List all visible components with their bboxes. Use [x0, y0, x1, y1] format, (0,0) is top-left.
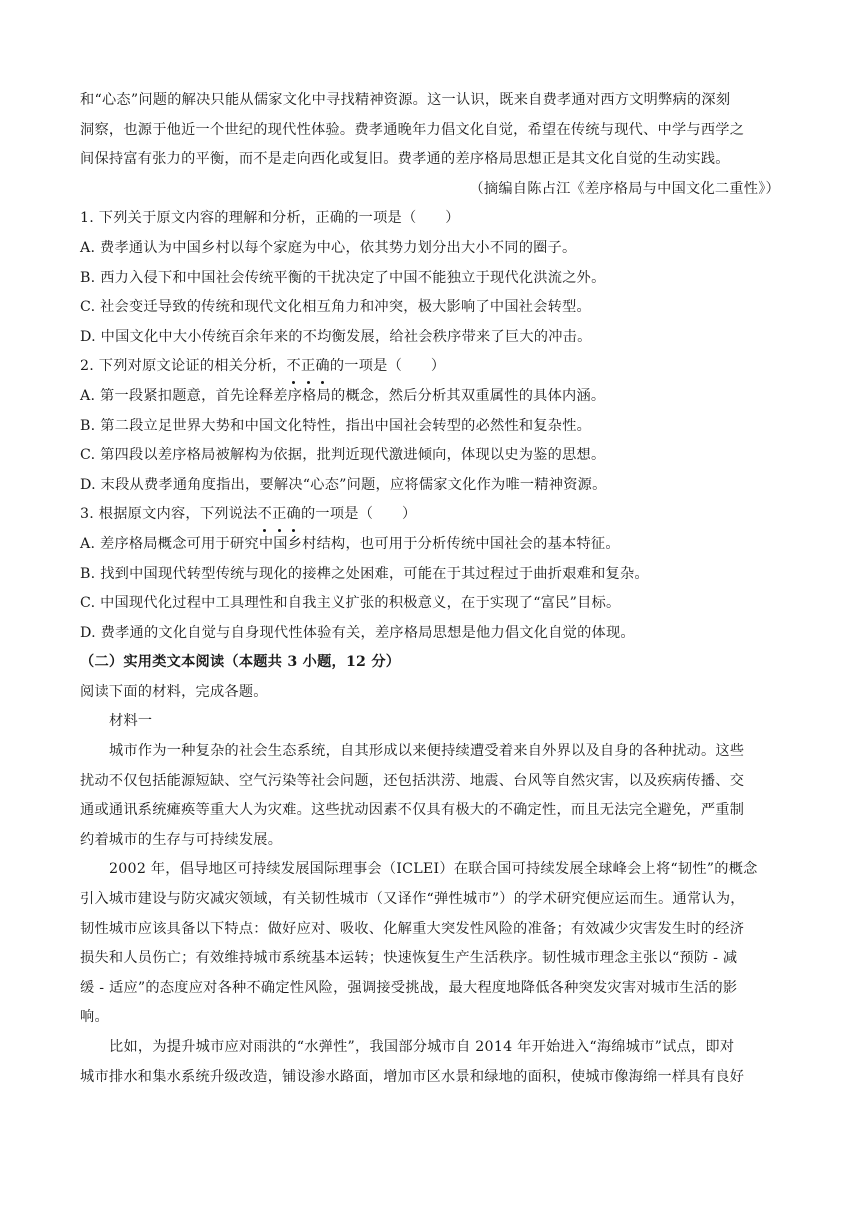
emphasis-char: 不 [287, 352, 301, 382]
instruction: 阅读下面的材料，完成各题。 [80, 683, 268, 700]
question-1 [80, 204, 780, 352]
paragraph-line: 扰动不仅包括能源短缺、空气污染等社会问题，还包括洪涝、地震、台风等自然灾害，以及疾病传播、交 [80, 772, 745, 789]
option-d: D. 末段从费孝通角度指出，要解决“心态”问题，应将儒家文化作为唯一精神资源。 [80, 476, 607, 493]
paragraph-line: 城市作为一种复杂的社会生态系统，自其形成以来便持续遭受着来自外界以及自身的各种扰动。这些 [109, 743, 745, 760]
option-b: B. 西力入侵下和中国社会传统平衡的干扰决定了中国不能独立于现代化洪流之外。 [80, 269, 606, 286]
question-stem: 1. 下列关于原文内容的理解和分析，正确的一项是（ ） [80, 210, 460, 227]
paragraph-line: 比如，为提升城市应对雨洪的“水弹性”，我国部分城市自 2014 年开始进入“海绵城市”试点，即对 [109, 1039, 735, 1055]
passage-line: 和“心态”问题的解决只能从儒家文化中寻找精神资源。这一认识，既来自费孝通对西方文明弊病的深刻 [80, 92, 731, 108]
question-3 [80, 500, 780, 648]
option-c: C. 社会变迁导致的传统和现代文化相互角力和冲突，极大影响了中国社会转型。 [80, 299, 591, 316]
paragraph-line: 韧性城市应该具备以下特点：做好应对、吸收、化解重大突发性风险的准备；有效减少灾害发生时的经济 [80, 920, 745, 937]
option-a: A. 差序格局概念可用于研究中国乡村结构，也可用于分析传统中国社会的基本特征。 [80, 535, 620, 552]
emphasis-char: 确 [287, 500, 301, 530]
paragraph-line: 城市排水和集水系统升级改造，铺设渗水路面，增加市区水景和绿地的面积，使城市像海绵一样具有良好 [80, 1068, 745, 1085]
emphasis-char: 不 [258, 500, 272, 530]
option-c: C. 第四段以差序格局被解构为依据，批判近现代激进倾向，体现以史为鉴的思想。 [80, 447, 606, 464]
section-heading: （二）实用类文本阅读（本题共 3 小题，12 分） [80, 654, 401, 671]
material-title: 材料一 [109, 713, 153, 730]
question-stem [80, 352, 780, 382]
paragraph-1 [80, 737, 780, 855]
emphasis-char: 确 [315, 352, 329, 382]
option-d: D. 中国文化中大小传统百余年来的不均衡发展，给社会秩序带来了巨大的冲击。 [80, 328, 592, 345]
question-2 [80, 352, 780, 500]
stem-text: 的一项是（ ） [329, 358, 446, 375]
paragraph-line: 2002 年，倡导地区可持续发展国际理事会（ICLEI）在联合国可持续发展全球峰会上将“韧性”的概念 [109, 861, 758, 878]
option-b: B. 第二段立足世界大势和中国文化特性，指出中国社会转型的必然性和复杂性。 [80, 417, 592, 434]
stem-text: 2. 下列对原文论证的相关分析， [80, 358, 287, 375]
paragraph-line: 通或通讯系统瘫痪等重大人为灾难。这些扰动因素不仅具有极大的不确定性，而且无法完全避免，严重制 [80, 802, 745, 819]
paragraph-line: 损失和人员伤亡；有效维持城市系统基本运转；快速恢复生产生活秩序。韧性城市理念主张以“预防 - 减 [80, 950, 738, 967]
passage-line: 洞察，也源于他近一个世纪的现代性体验。费孝通晚年力倡文化自觉，希望在传统与现代、中学与西学之 [80, 121, 745, 138]
paragraph-line: 约着城市的生存与可持续发展。 [80, 831, 283, 848]
option-a: A. 第一段紧扣题意，首先诠释差序格局的概念，然后分析其双重属性的具体内涵。 [80, 387, 606, 404]
paragraph-line: 引入城市建设与防灾减灾领域，有关韧性城市（又译作“弹性城市”）的学术研究便应运而生。通常认为， [80, 891, 745, 908]
option-b: B. 找到中国现代转型传统与现化的接榫之处困难，可能在于其过程过于曲折艰难和复杂。 [80, 565, 649, 582]
paragraph-line: 缓 - 适应”的态度应对各种不确定性风险，强调接受挑战，最大程度地降低各种突发灾害对城市生活的影 [80, 979, 738, 996]
passage-line: 间保持富有张力的平衡，而不是走向西化或复旧。费孝通的差序格局思想正是其文化自觉的生动实践。 [80, 151, 730, 168]
option-c: C. 中国现代化过程中工具理性和自我主义扩张的积极意义，在于实现了“富民”目标。 [80, 595, 621, 612]
emphasis-char: 正 [272, 500, 286, 530]
question-stem [80, 500, 780, 530]
emphasis-char: 正 [301, 352, 315, 382]
option-a: A. 费孝通认为中国乡村以每个家庭为中心，依其势力划分出大小不同的圈子。 [80, 239, 577, 256]
paragraph-line: 响。 [80, 1009, 109, 1026]
stem-text: 的一项是（ ） [300, 506, 417, 523]
source-citation: （摘编自陈占江《差序格局与中国文化二重性》） [469, 180, 780, 197]
option-d: D. 费孝通的文化自觉与自身现代性体验有关，差序格局思想是他力倡文化自觉的体现。 [80, 624, 635, 641]
paragraph-3 [80, 1033, 780, 1092]
document-page [80, 86, 780, 1092]
stem-text: 3. 根据原文内容，下列说法 [80, 506, 258, 523]
passage-tail [80, 86, 780, 175]
paragraph-2 [80, 855, 780, 1033]
